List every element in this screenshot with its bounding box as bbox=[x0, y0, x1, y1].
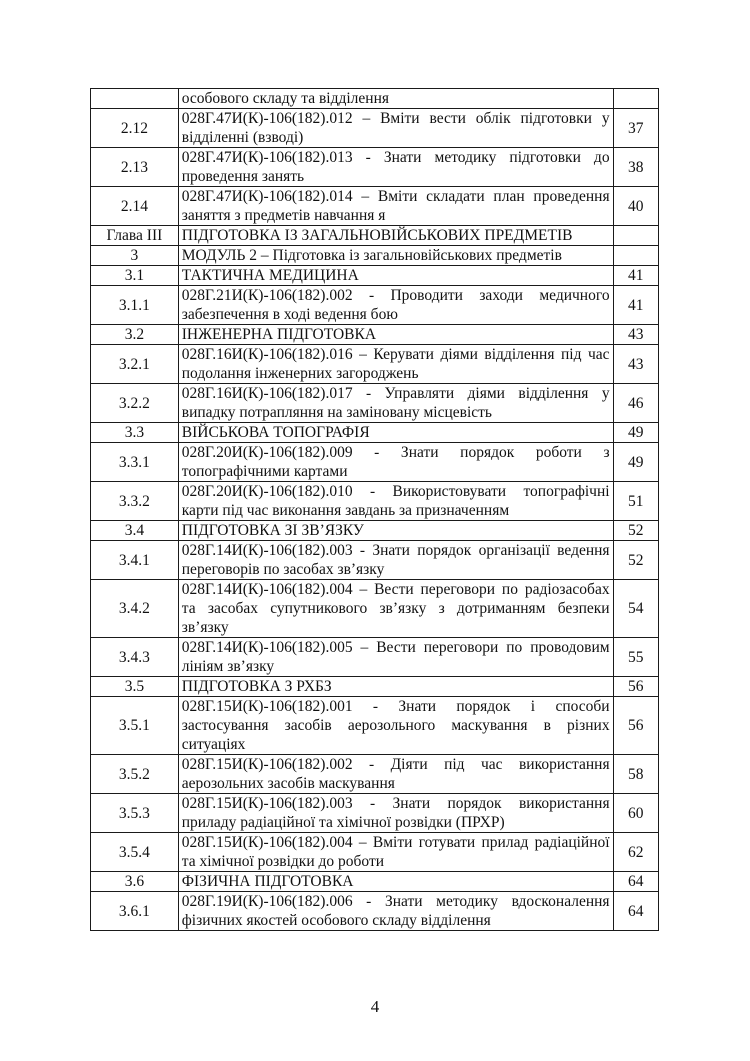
row-page: 52 bbox=[613, 521, 658, 541]
row-number: 3.6 bbox=[91, 872, 179, 892]
table-row bbox=[91, 794, 659, 833]
row-number: 3.2 bbox=[91, 325, 179, 345]
row-title: 028Г.15И(К)-106(182).004 – Вміти готувати прилад радіаційної та хімічної розвідки до роботи bbox=[178, 833, 613, 872]
row-title: ПІДГОТОВКА З РХБЗ bbox=[178, 677, 613, 697]
row-number: 3.5 bbox=[91, 677, 179, 697]
row-title: 028Г.19И(К)-106(182).006 - Знати методику вдосконалення фізичних якостей особового складу відділення bbox=[178, 892, 613, 931]
row-title: 028Г.14И(К)-106(182).003 - Знати порядок організації ведення переговорів по засобах зв’язку bbox=[178, 541, 613, 580]
row-page: 62 bbox=[613, 833, 658, 872]
row-title: ФІЗИЧНА ПІДГОТОВКА bbox=[178, 872, 613, 892]
row-title: 028Г.47И(К)-106(182).014 – Вміти складати план проведення заняття з предметів навчання я bbox=[178, 187, 613, 226]
table-row bbox=[91, 384, 659, 423]
row-page: 51 bbox=[613, 482, 658, 521]
row-number bbox=[91, 89, 179, 109]
row-page: 56 bbox=[613, 677, 658, 697]
table-row bbox=[91, 580, 659, 638]
row-number: 3.4.1 bbox=[91, 541, 179, 580]
row-page: 58 bbox=[613, 755, 658, 794]
table-row bbox=[91, 482, 659, 521]
row-page bbox=[613, 246, 658, 266]
row-title: 028Г.15И(К)-106(182).003 - Знати порядок використання приладу радіаційної та хімічної розвідки (ПРХР) bbox=[178, 794, 613, 833]
row-number: 3.5.2 bbox=[91, 755, 179, 794]
row-title: 028Г.14И(К)-106(182).005 – Вести переговори по проводовим лініям зв’язку bbox=[178, 638, 613, 677]
table-row bbox=[91, 677, 659, 697]
row-number: 3.4 bbox=[91, 521, 179, 541]
table-row bbox=[91, 286, 659, 325]
table-row bbox=[91, 266, 659, 286]
row-number: 3.5.3 bbox=[91, 794, 179, 833]
row-number: 3.6.1 bbox=[91, 892, 179, 931]
row-number: 3.5.4 bbox=[91, 833, 179, 872]
row-number: 3.3.1 bbox=[91, 443, 179, 482]
table-row bbox=[91, 345, 659, 384]
row-page: 56 bbox=[613, 697, 658, 755]
row-title: 028Г.15И(К)-106(182).001 - Знати порядок і способи застосування засобів аерозольного маскування в різних ситуаціях bbox=[178, 697, 613, 755]
table-row bbox=[91, 423, 659, 443]
row-number: 3.3.2 bbox=[91, 482, 179, 521]
row-title: ПІДГОТОВКА ЗІ ЗВ’ЯЗКУ bbox=[178, 521, 613, 541]
row-number: 3.2.1 bbox=[91, 345, 179, 384]
row-page bbox=[613, 226, 658, 246]
table-row bbox=[91, 187, 659, 226]
table-row bbox=[91, 325, 659, 345]
table-row bbox=[91, 521, 659, 541]
table-row bbox=[91, 246, 659, 266]
row-number: 3.4.2 bbox=[91, 580, 179, 638]
table-row bbox=[91, 226, 659, 246]
row-page: 60 bbox=[613, 794, 658, 833]
row-title: ТАКТИЧНА МЕДИЦИНА bbox=[178, 266, 613, 286]
table-row bbox=[91, 109, 659, 148]
table-row bbox=[91, 541, 659, 580]
row-number: 3 bbox=[91, 246, 179, 266]
row-number: 3.1.1 bbox=[91, 286, 179, 325]
row-page: 49 bbox=[613, 443, 658, 482]
row-page: 46 bbox=[613, 384, 658, 423]
row-page: 40 bbox=[613, 187, 658, 226]
row-title: 028Г.16И(К)-106(182).017 - Управляти діями відділення у випадку потрапляння на заміновану місцевість bbox=[178, 384, 613, 423]
row-title: 028Г.20И(К)-106(182).009 - Знати порядок роботи з топографічними картами bbox=[178, 443, 613, 482]
row-page: 37 bbox=[613, 109, 658, 148]
row-page: 54 bbox=[613, 580, 658, 638]
row-title: ІНЖЕНЕРНА ПІДГОТОВКА bbox=[178, 325, 613, 345]
table-row bbox=[91, 872, 659, 892]
row-page: 52 bbox=[613, 541, 658, 580]
row-title: МОДУЛЬ 2 – Підготовка із загальновійськових предметів bbox=[178, 246, 613, 266]
row-title: 028Г.15И(К)-106(182).002 - Діяти під час використання аерозольних засобів маскування bbox=[178, 755, 613, 794]
table-of-contents bbox=[90, 88, 659, 931]
row-number: 3.1 bbox=[91, 266, 179, 286]
row-number: 3.2.2 bbox=[91, 384, 179, 423]
row-page: 55 bbox=[613, 638, 658, 677]
table-row bbox=[91, 755, 659, 794]
row-page: 41 bbox=[613, 286, 658, 325]
page-number: 4 bbox=[370, 997, 380, 1016]
row-title: 028Г.14И(К)-106(182).004 – Вести переговори по радіозасобах та засобах супутникового зв’язку з дотриманням безпеки зв’язку bbox=[178, 580, 613, 638]
table-row bbox=[91, 892, 659, 931]
table-row bbox=[91, 148, 659, 187]
row-page: 43 bbox=[613, 325, 658, 345]
row-title: ВІЙСЬКОВА ТОПОГРАФІЯ bbox=[178, 423, 613, 443]
row-page: 64 bbox=[613, 892, 658, 931]
row-title: особового складу та відділення bbox=[178, 89, 613, 109]
table-row bbox=[91, 833, 659, 872]
row-page bbox=[613, 89, 658, 109]
row-page: 64 bbox=[613, 872, 658, 892]
row-number: 3.5.1 bbox=[91, 697, 179, 755]
toc-body bbox=[91, 89, 659, 931]
row-page: 49 bbox=[613, 423, 658, 443]
row-title: 028Г.47И(К)-106(182).013 - Знати методику підготовки до проведення занять bbox=[178, 148, 613, 187]
row-number: 2.12 bbox=[91, 109, 179, 148]
table-row bbox=[91, 638, 659, 677]
row-number: 3.4.3 bbox=[91, 638, 179, 677]
row-page: 38 bbox=[613, 148, 658, 187]
row-title: 028Г.47И(К)-106(182).012 – Вміти вести облік підготовки у відділенні (взводі) bbox=[178, 109, 613, 148]
table-row bbox=[91, 443, 659, 482]
row-page: 41 bbox=[613, 266, 658, 286]
row-page: 43 bbox=[613, 345, 658, 384]
table-row bbox=[91, 697, 659, 755]
row-number: 2.14 bbox=[91, 187, 179, 226]
row-title: 028Г.21И(К)-106(182).002 - Проводити заходи медичного забезпечення в ході ведення бою bbox=[178, 286, 613, 325]
row-title: 028Г.16И(К)-106(182).016 – Керувати діями відділення під час подолання інженерних загороджень bbox=[178, 345, 613, 384]
row-number: Глава III bbox=[91, 226, 179, 246]
row-title: ПІДГОТОВКА ІЗ ЗАГАЛЬНОВІЙСЬКОВИХ ПРЕДМЕТІВ bbox=[178, 226, 613, 246]
row-title: 028Г.20И(К)-106(182).010 - Використовувати топографічні карти під час виконання завдань за призначенням bbox=[178, 482, 613, 521]
row-number: 2.13 bbox=[91, 148, 179, 187]
row-number: 3.3 bbox=[91, 423, 179, 443]
table-row bbox=[91, 89, 659, 109]
